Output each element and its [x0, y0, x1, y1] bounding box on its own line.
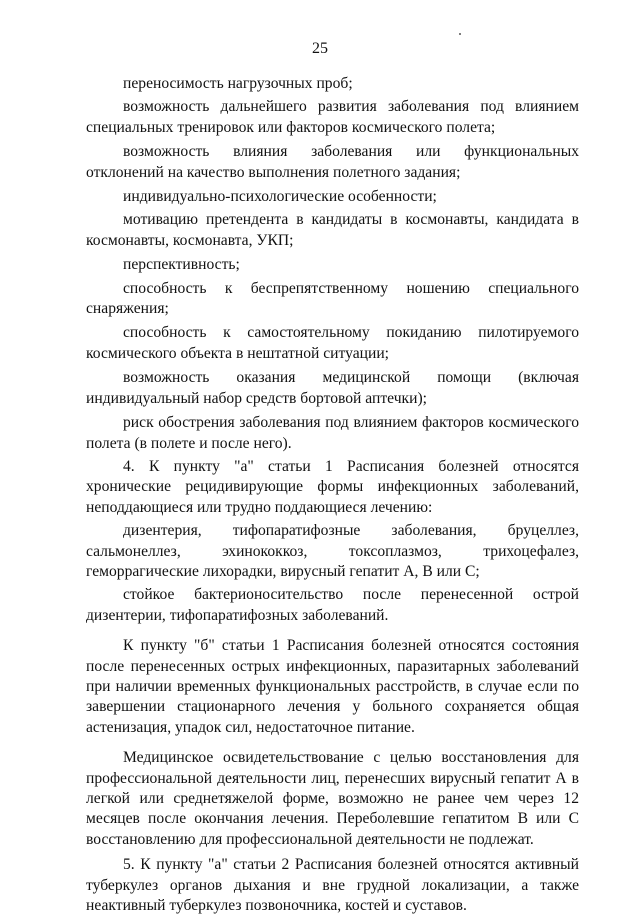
paragraph: возможность дальнейшего развития заболевания под влиянием специальных тренировок или факторов космического полета;	[86, 98, 579, 136]
paragraph: возможность оказания медицинской помощи (включая индивидуальный набор средств бортовой аптечки);	[86, 369, 579, 407]
paragraph: 4. К пункту "а" статьи 1 Расписания болезней относятся хронические рецидивирующие формы инфекционных заболеваний, неподдающиеся или трудно поддающиеся лечению:	[86, 457, 579, 516]
paragraph: способность к беспрепятственному ношению специального снаряжения;	[86, 279, 579, 318]
paragraph: Медицинское освидетельствование с целью восстановления для профессиональной деятельности лиц, перенесших вирусный гепатит А в легкой или среднетяжелой форме, возможно не ранее чем через 12 месяцев после окончания лечения. Переболевшие гепатитом В или С восстановлению для профессиональной деятельности не подлежат.	[86, 749, 579, 848]
paragraph: 5. К пункту "а" статьи 2 Расписания болезней относятся активный туберкулез органов дыхания и вне грудной локализации, а также неактивный туберкулез позвоночника, костей и суставов.	[86, 856, 579, 915]
document-body	[86, 74, 579, 919]
paragraph: способность к самостоятельному покиданию пилотируемого космического объекта в нештатной ситуации;	[86, 324, 579, 362]
paragraph: К пункту "б" статьи 1 Расписания болезней относятся состояния после перенесенных острых инфекционных, паразитарных заболеваний при наличии временных функциональных расстройств, в случае если по завершении стационарного лечения у больного сохраняется общая астенизация, упадок сил, недостаточное питание.	[86, 637, 579, 736]
paragraph: риск обострения заболевания под влиянием факторов космического полета (в полете и после него).	[86, 414, 579, 452]
page-number: 25	[312, 40, 328, 57]
paragraph: перспективность;	[123, 256, 240, 274]
paragraph: возможность влияния заболевания или функциональных отклонений на качество выполнения полетного задания;	[86, 143, 579, 181]
paragraph: дизентерия, тифопаратифозные заболевания, бруцеллез, сальмонеллез, эхинококкоз, токсоплазмоз, трихоцефалез, геморрагические лихорадки, вирусный гепатит А, В или С;	[86, 522, 579, 580]
scan-speck	[459, 33, 461, 35]
paragraph: стойкое бактерионосительство после перенесенной острой дизентерии, тифопаратифозных заболеваний.	[86, 586, 579, 624]
paragraph: мотивацию претендента в кандидаты в космонавты, кандидата в космонавты, космонавта, УКП;	[86, 211, 579, 249]
paragraph: переносимость нагрузочных проб;	[123, 75, 353, 92]
paragraph: индивидуально-психологические особенности;	[123, 188, 437, 206]
